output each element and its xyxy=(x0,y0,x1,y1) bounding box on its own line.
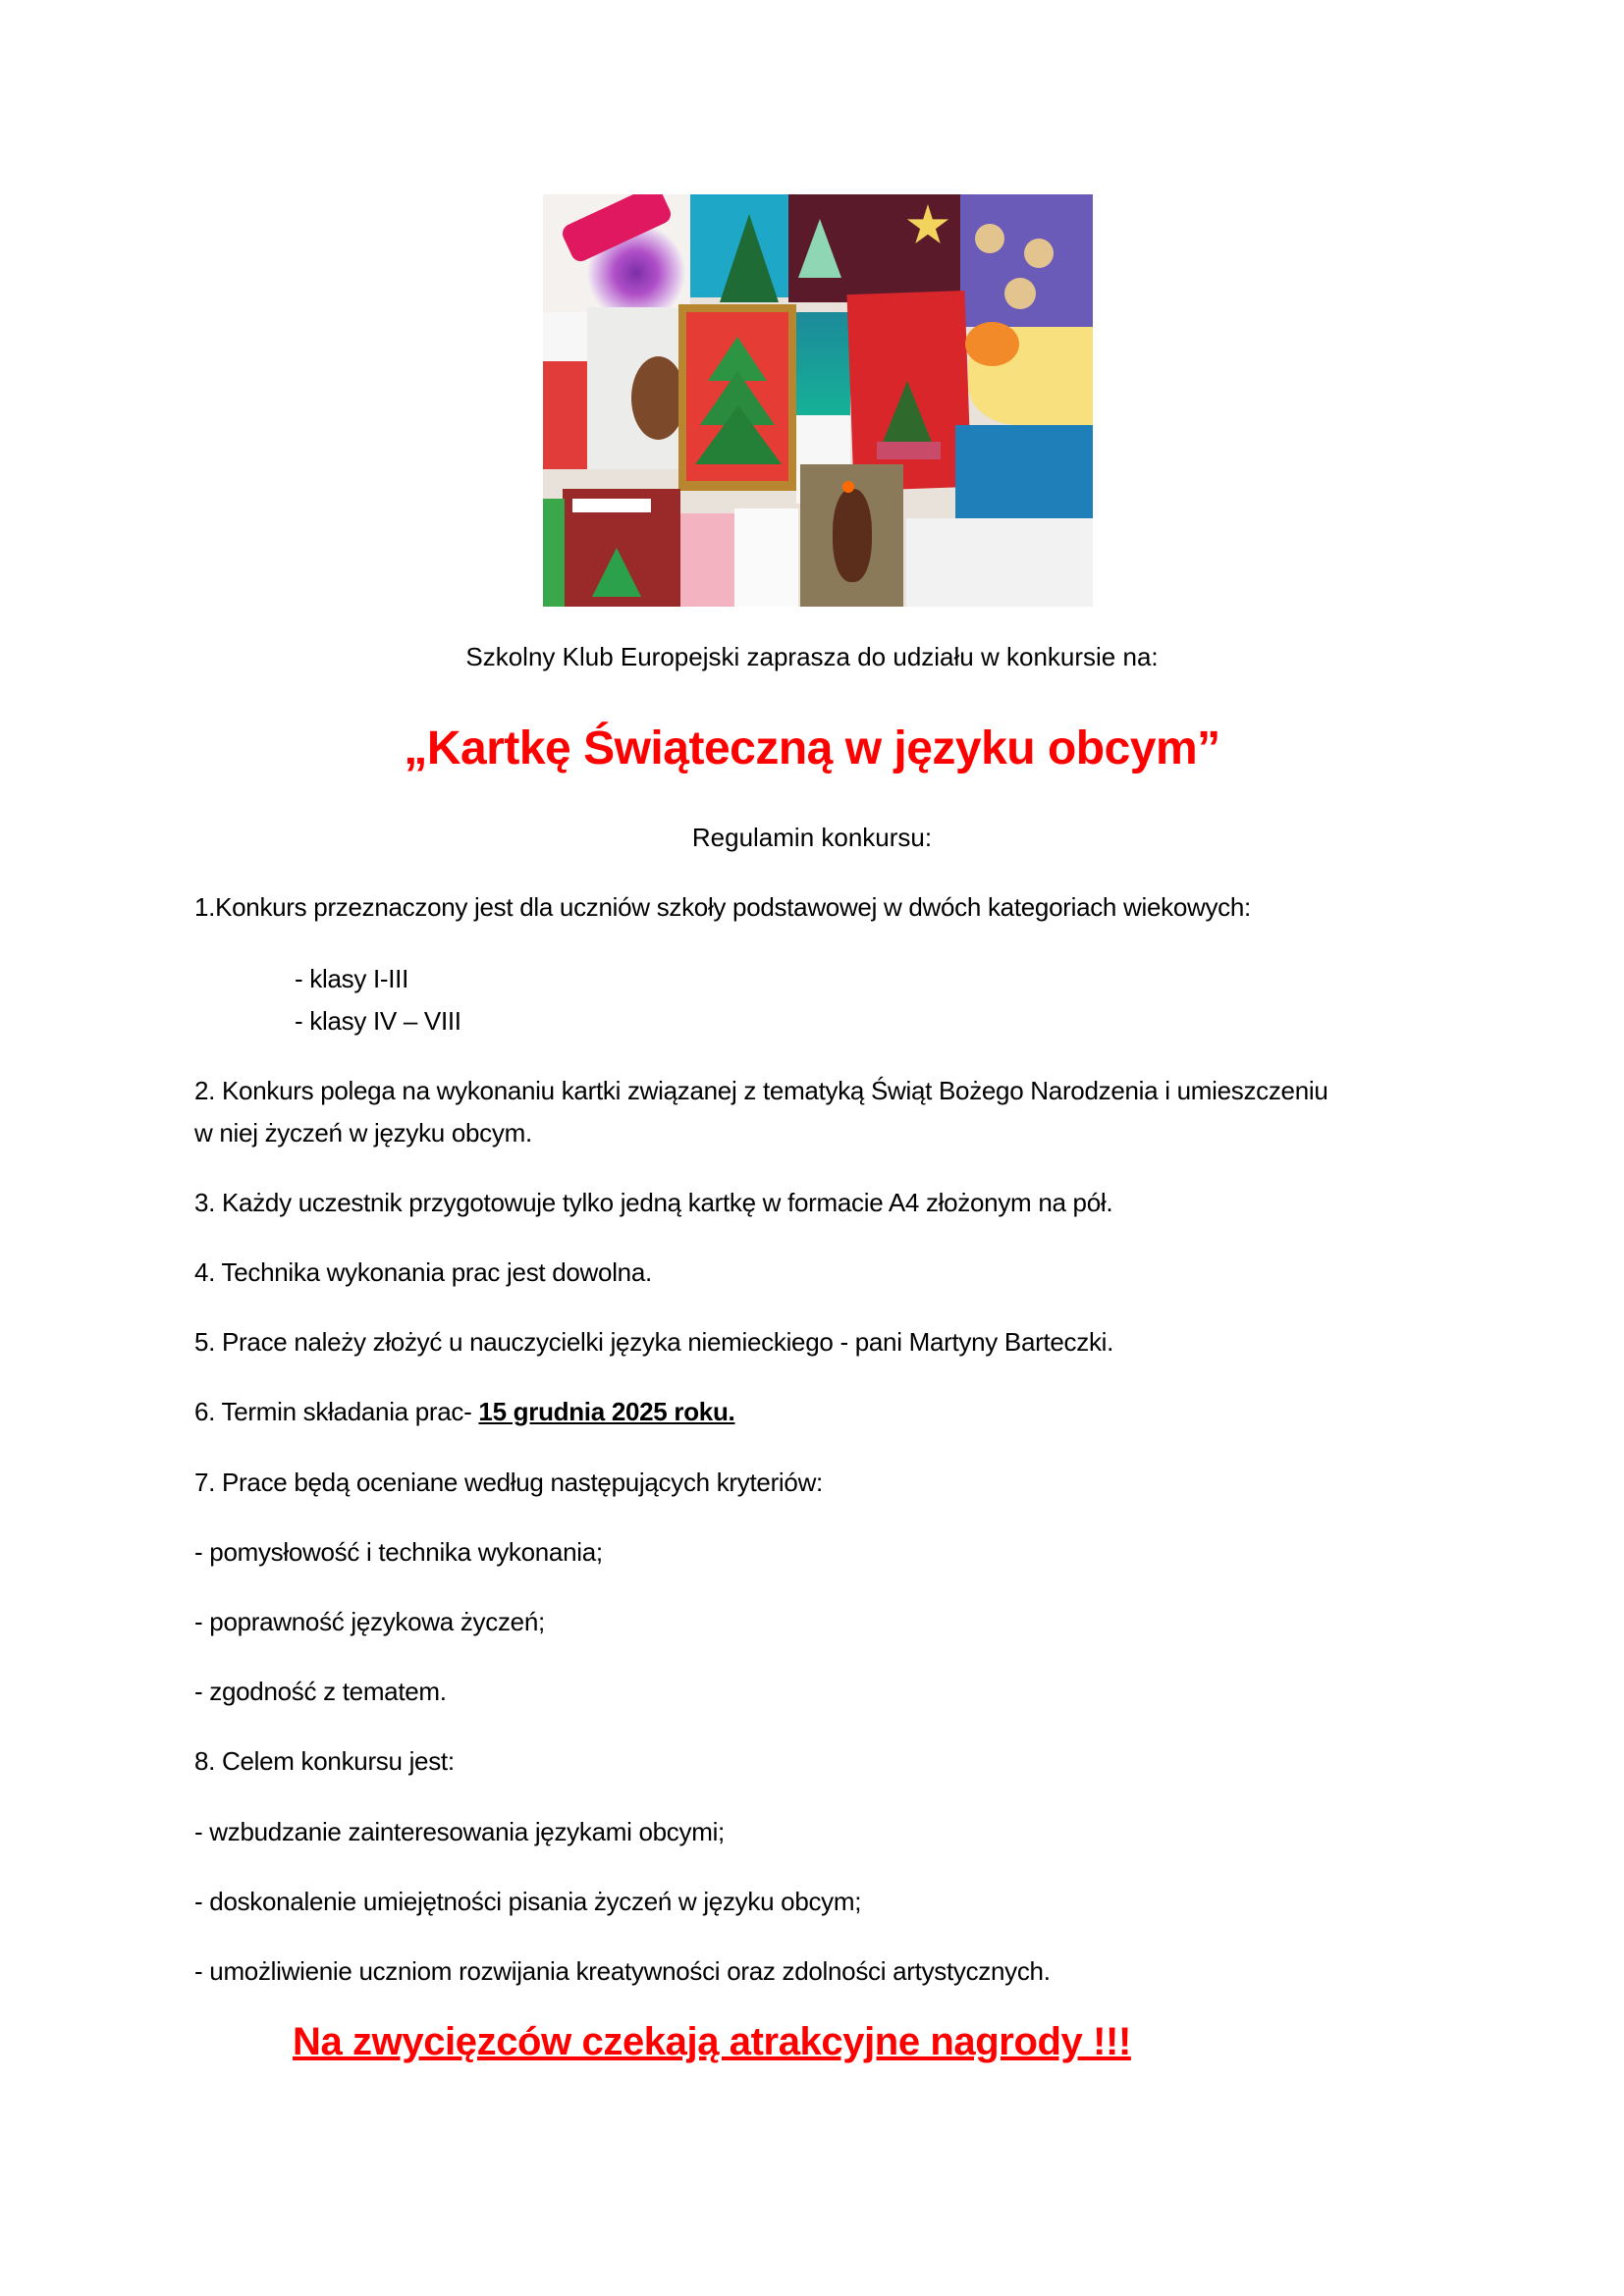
deadline-date: 15 grudnia 2025 roku. xyxy=(478,1397,735,1426)
rule-2-line-2: w niej życzeń w języku obcym. xyxy=(194,1118,532,1148)
rule-3: 3. Każdy uczestnik przygotowuje tylko jedną kartkę w formacie A4 złożonym na pół. xyxy=(194,1188,1113,1217)
criterion-2: - poprawność językowa życzeń; xyxy=(194,1607,545,1636)
criterion-3: - zgodność z tematem. xyxy=(194,1677,447,1706)
rule-4: 4. Technika wykonania prac jest dowolna. xyxy=(194,1257,652,1287)
rule-7: 7. Prace będą oceniane według następujących kryteriów: xyxy=(194,1468,823,1497)
rule-8: 8. Celem konkursu jest: xyxy=(194,1746,455,1776)
goal-1: - wzbudzanie zainteresowania językami obcymi; xyxy=(194,1817,725,1846)
rule-1-category-2: - klasy IV – VIII xyxy=(295,1006,461,1036)
rules-heading: Regulamin konkursu: xyxy=(691,823,933,852)
rule-1-category-1: - klasy I-III xyxy=(295,964,408,993)
prize-announcement: Na zwycięzców czekają atrakcyjne nagrody !!! xyxy=(293,2020,1131,2063)
christmas-cards-photo xyxy=(543,194,1093,607)
goal-3: - umożliwienie uczniom rozwijania kreatywności oraz zdolności artystycznych. xyxy=(194,1956,1051,1986)
rule-6 xyxy=(194,1395,734,1428)
contest-title: „Kartkę Świąteczną w języku obcym” xyxy=(404,722,1220,774)
criterion-1: - pomysłowość i technika wykonania; xyxy=(194,1537,603,1567)
rule-6-prefix: 6. Termin składania prac- xyxy=(194,1397,479,1426)
rule-1: 1.Konkurs przeznaczony jest dla uczniów szkoły podstawowej w dwóch kategoriach wiekowych: xyxy=(194,892,1251,922)
rule-5: 5. Prace należy złożyć u nauczycielki języka niemieckiego - pani Martyny Barteczki. xyxy=(194,1327,1114,1357)
goal-2: - doskonalenie umiejętności pisania życzeń w języku obcym; xyxy=(194,1887,862,1916)
rule-2-line-1: 2. Konkurs polega na wykonaniu kartki związanej z tematyką Świąt Bożego Narodzenia i umieszczeniu xyxy=(194,1076,1328,1105)
intro-text: Szkolny Klub Europejski zaprasza do udziału w konkursie na: xyxy=(465,642,1159,671)
